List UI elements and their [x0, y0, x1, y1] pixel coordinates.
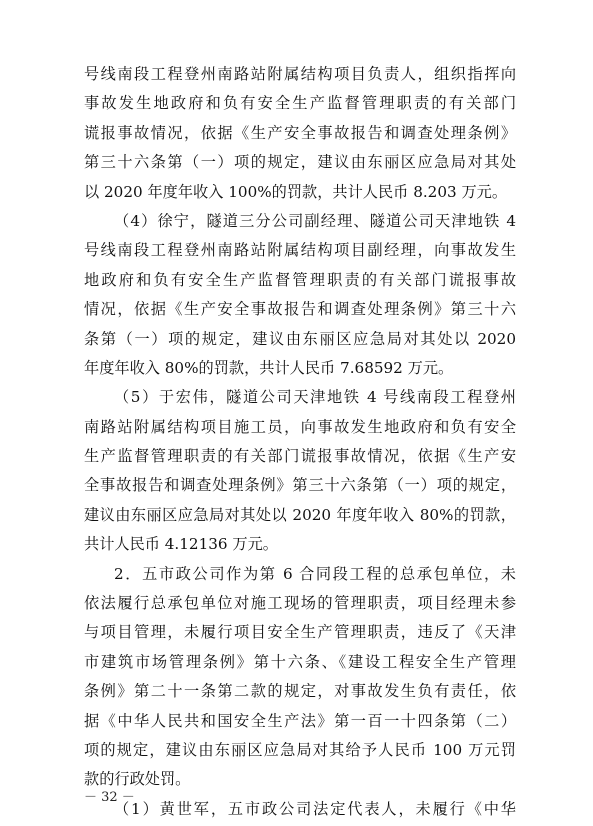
text-line: 以 2020 年度年收入 100%的罚款，共计人民币 8.203 万元。 — [84, 182, 508, 201]
text-line: 谎报事故情况，依据《生产安全事故报告和调查处理条例》 — [84, 123, 516, 142]
text-line: 生产监督管理职责的有关部门谎报事故情况，依据《生产安 — [84, 447, 516, 466]
text-line: （4）徐宁，隧道三分公司副经理、隧道公司天津地铁 4 — [114, 211, 516, 230]
page-number: － 32 － — [84, 790, 135, 805]
text-line: 款的行政处罚。 — [84, 770, 191, 789]
text-line: 年度年收入 80%的罚款，共计人民币 7.68592 万元。 — [84, 358, 454, 377]
text-line: 2．五市政公司作为第 6 合同段工程的总承包单位，未 — [114, 564, 516, 583]
text-line: 号线南段工程登州南路站附属结构项目副经理，向事故发生 — [84, 241, 516, 260]
text-line: 事故发生地政府和负有安全生产监督管理职责的有关部门 — [84, 94, 516, 113]
text-line: 共计人民币 4.12136 万元。 — [84, 535, 278, 554]
text-line: （5）于宏伟，隧道公司天津地铁 4 号线南段工程登州 — [114, 388, 516, 407]
text-line: （1）黄世军，五市政公司法定代表人，未履行《中华 — [114, 799, 516, 818]
text-line: 第三十六条第（一）项的规定，建议由东丽区应急局对其处 — [84, 153, 516, 172]
text-line: 南路站附属结构项目施工员，向事故发生地政府和负有安全 — [84, 417, 516, 436]
text-line: 据《中华人民共和国安全生产法》第一百一十四条第（二） — [84, 711, 516, 730]
text-line: 项的规定，建议由东丽区应急局对其给予人民币 100 万元罚 — [84, 740, 516, 759]
text-line: 地政府和负有安全生产监督管理职责的有关部门谎报事故 — [84, 270, 516, 289]
paragraph-1 — [84, 60, 516, 207]
text-line: 条第（一）项的规定，建议由东丽区应急局对其处以 2020 — [84, 329, 516, 348]
text-line: 全事故报告和调查处理条例》第三十六条第（一）项的规定， — [84, 476, 516, 495]
paragraph-3 — [84, 383, 516, 559]
paragraph-5 — [84, 795, 516, 824]
text-line: 市建筑市场管理条例》第十六条、《建设工程安全生产管理 — [84, 652, 516, 671]
text-line: 情况，依据《生产安全事故报告和调查处理条例》第三十六 — [84, 300, 516, 319]
document-body — [84, 60, 516, 824]
text-line: 条例》第二十一条第二款的规定，对事故发生负有责任，依 — [84, 682, 516, 701]
text-line: 与项目管理，未履行项目安全生产管理职责，违反了《天津 — [84, 623, 516, 642]
paragraph-2 — [84, 207, 516, 383]
text-line: 建议由东丽区应急局对其处以 2020 年度年收入 80%的罚款， — [84, 505, 516, 524]
paragraph-4 — [84, 560, 516, 795]
text-line: 依法履行总承包单位对施工现场的管理职责，项目经理未参 — [84, 594, 516, 613]
text-line: 号线南段工程登州南路站附属结构项目负责人，组织指挥向 — [84, 65, 516, 83]
